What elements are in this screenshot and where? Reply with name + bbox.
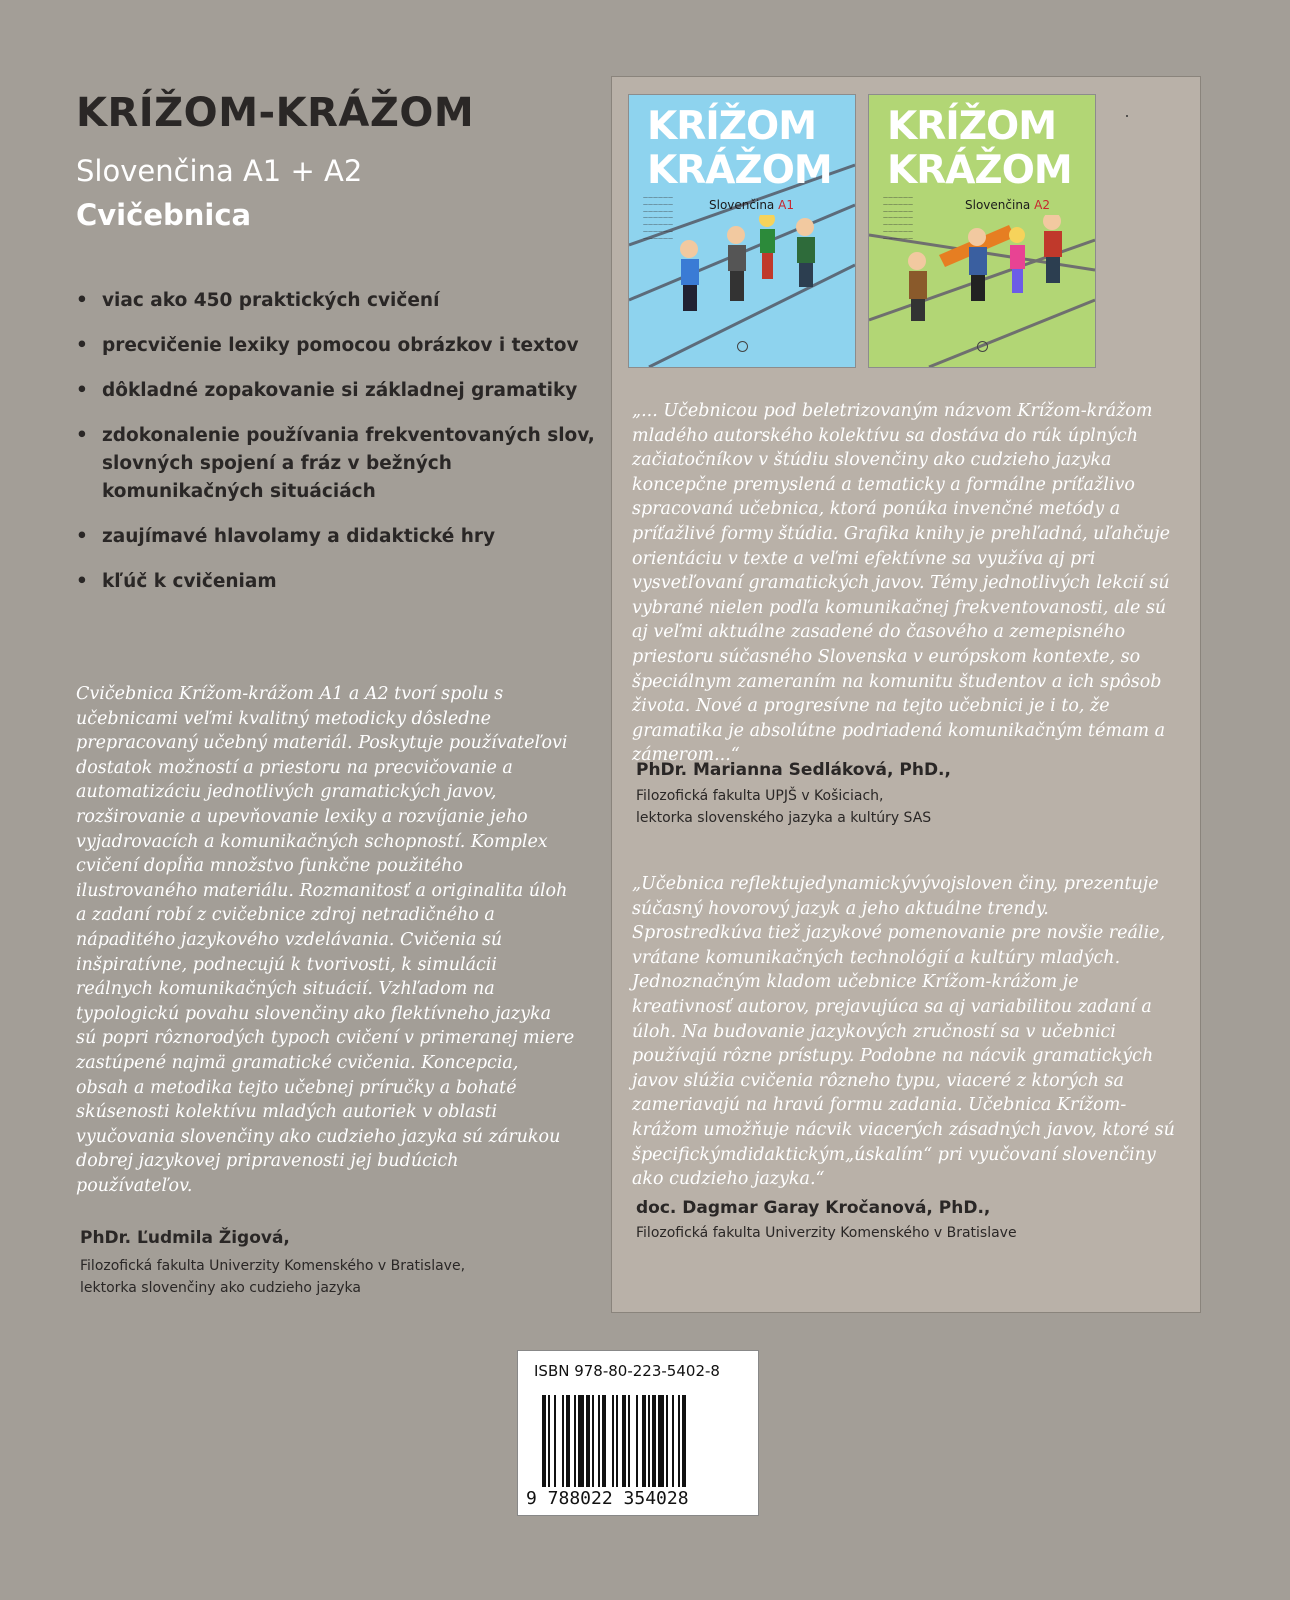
review-quote-2-affiliation: [636, 1222, 1017, 1244]
feature-item: • zdokonalenie používania frekventovaných slov, slovných spojení a fráz v bežných komunikačných situáciách: [76, 422, 596, 506]
review-quote-1-affiliation: [636, 785, 931, 829]
affiliation-line: Filozofická fakulta Univerzity Komenského v Bratislave: [636, 1225, 1017, 1241]
publisher-logo-icon: [737, 341, 748, 352]
cover-a2-subtitle: Slovenčina A2: [965, 198, 1050, 212]
cover-a1-illustration: [629, 215, 855, 345]
barcode-bar: [586, 1395, 590, 1487]
affiliation-line: Filozofická fakulta Univerzity Komenského v Bratislave,: [80, 1258, 466, 1274]
left-review-text: Cvičebnica Krížom-krážom A1 a A2 tvorí spolu s učebnicami veľmi kvalitný metodicky dôsledne prepracovaný učebný materiál. Poskytuje používateľovi dostatok možností a priestoru na precvičovanie a automatizáciu jednotlivých gramatických javov, rozširovanie a upevňovanie lexiky a rozvíjanie jeho vyjadrovacích a komunikačných schopností. Komplex cvičení dopĺňa množstvo funkčne použitého ilustrovaného materiálu. Rozmanitosť a originalita úloh a zadaní robí z cvičebnice zdroj netradičného a nápaditého jazykového vzdelávania. Cvičenia sú inšpiratívne, podnecujú k tvorivosti, k simulácii reálnych komunikačných situácií. Vzhľadom na typologickú povahu slovenčiny ako flektívneho jazyka sú popri rôznorodých typoch cvičení v primeranej miere zastúpené najmä gramatické cvičenia. Koncepcia, obsah a metodika tejto učebnej príručky a bohaté skúsenosti kolektívu mladých autoriek v oblasti vyučovania slovenčiny ako cudzieho jazyka sú zárukou dobrej jazykovej pripravenosti jej budúcich používateľov.: [76, 684, 575, 1196]
cover-a2-image: [868, 94, 1096, 368]
affiliation-line: lektorka slovenčiny ako cudzieho jazyka: [80, 1280, 361, 1296]
cover-a1-subtitle: Slovenčina A1: [709, 198, 794, 212]
feature-item: • kľúč k cvičeniam: [76, 568, 596, 596]
book-title: KRÍŽOM-KRÁŽOM: [76, 90, 475, 136]
barcode-bar: [602, 1395, 606, 1487]
review-quote-2: „Učebnica reflektujedynamickývývojsloven činy, prezentuje súčasný hovorový jazyk a jeho aktuálne trendy. Sprostredkúva tiež jazykové pomenovanie pre novšie reálie, vrátane komunikačných technológií a kultúry mladých. Jednoznačným kladom učebnice Krížom-krážom je kreativnosť autorov, prejavujúca sa aj variabilitou zadaní a úloh. Na budovanie jazykových zručností sa v učebnici používajú rôzne prístupy. Podobne na nácvik gramatických javov slúžia cvičenia rôzneho typu, viaceré z ktorých sa zameriavajú na hravú formu zadania. Učebnica Krížom-krážom umožňuje nácvik viacerých zásadných javov, ktoré sú špecifickýmdidaktickým„úskalím“ pri vyučovaní slovenčiny ako cudzieho jazyka.“: [632, 874, 1175, 1190]
barcode-bar: [598, 1395, 600, 1487]
barcode-image: [542, 1395, 736, 1487]
publisher-logo-icon: [977, 341, 988, 352]
barcode-bar: [592, 1395, 594, 1487]
cover-a2-illustration: [869, 215, 1095, 345]
isbn-barcode-box: [517, 1350, 759, 1516]
barcode-bar: [636, 1395, 638, 1487]
barcode-bar: [566, 1395, 570, 1487]
affiliation-line: Filozofická fakulta UPJŠ v Košiciach,: [636, 788, 884, 804]
cover-a1-title: KRÍŽOM KRÁŽOM: [647, 104, 832, 193]
left-review-affiliation: [80, 1255, 465, 1299]
feature-item: • dôkladné zopakovanie si základnej gramatiky: [76, 377, 596, 405]
affiliation-line: lektorka slovenského jazyka a kultúry SAS: [636, 810, 932, 826]
cover-authors-block: —————— —————— —————— —————— —————— —————— ——————: [643, 195, 673, 242]
barcode-bar: [658, 1395, 664, 1487]
barcode-bar: [548, 1395, 550, 1487]
barcode-bar: [678, 1395, 680, 1487]
barcode-bar: [562, 1395, 564, 1487]
barcode-bar: [554, 1395, 556, 1487]
isbn-label: ISBN 978-80-223-5402-8: [534, 1362, 720, 1380]
barcode-bar: [622, 1395, 626, 1487]
barcode-bar: [628, 1395, 630, 1487]
barcode-bar: [578, 1395, 584, 1487]
feature-item: • precvičenie lexiky pomocou obrázkov i textov: [76, 332, 596, 360]
barcode-bar: [648, 1395, 650, 1487]
barcode-bar: [642, 1395, 646, 1487]
barcode-bar: [666, 1395, 668, 1487]
ean-digits: 9 788022 354028: [526, 1488, 689, 1509]
cover-authors-block: —————— —————— —————— —————— —————— —————— ——————: [883, 195, 913, 242]
cover-a1-image: [628, 94, 856, 368]
barcode-bar: [652, 1395, 656, 1487]
barcode-bar: [672, 1395, 674, 1487]
book-subtitle: Slovenčina A1 + A2: [76, 154, 363, 188]
review-quote-1-author: PhDr. Marianna Sedláková, PhD.,: [636, 760, 951, 780]
barcode-bar: [574, 1395, 576, 1487]
barcode-bar: [542, 1395, 546, 1487]
barcode-bar: [616, 1395, 618, 1487]
left-review-author: PhDr. Ľudmila Žigová,: [80, 1228, 290, 1248]
feature-item: • viac ako 450 praktických cvičení: [76, 287, 596, 315]
barcode-bar: [612, 1395, 614, 1487]
book-subtitle-workbook: Cvičebnica: [76, 198, 252, 232]
print-speck: [1126, 115, 1128, 117]
review-quote-2-author: doc. Dagmar Garay Kročanová, PhD.,: [636, 1198, 991, 1218]
feature-list: [76, 287, 596, 613]
review-quote-1: „... Učebnicou pod beletrizovaným názvom Krížom-krážom mladého autorského kolektívu sa dostáva do rúk úplných začiatočníkov v štúdiu slovenčiny ako cudzieho jazyka koncepčne premyslená a tematicky a formálne príťažlivo spracovaná učebnica, ktorá ponúka invenčné metódy a príťažlivé formy štúdia. Grafika knihy je prehľadná, uľahčuje orientáciu v texte a veľmi efektívne sa využíva aj pri vysvetľovaní gramatických javov. Témy jednotlivých lekcií sú vybrané nielen podľa komunikačnej frekventovanosti, ale sú aj veľmi aktuálne zasadené do časového a zemepisného priestoru súčasného Slovenska v európskom kontexte, so špeciálnym zameraním na komunitu študentov a ich spôsob života. Nové a progresívne na tejto učebnici je i to, že gramatika je absolútne podriadená komunikačným témam a zámerom...“: [632, 401, 1171, 766]
cover-a2-title: KRÍŽOM KRÁŽOM: [887, 104, 1072, 193]
feature-item: • zaujímavé hlavolamy a didaktické hry: [76, 523, 596, 551]
barcode-bar: [682, 1395, 686, 1487]
